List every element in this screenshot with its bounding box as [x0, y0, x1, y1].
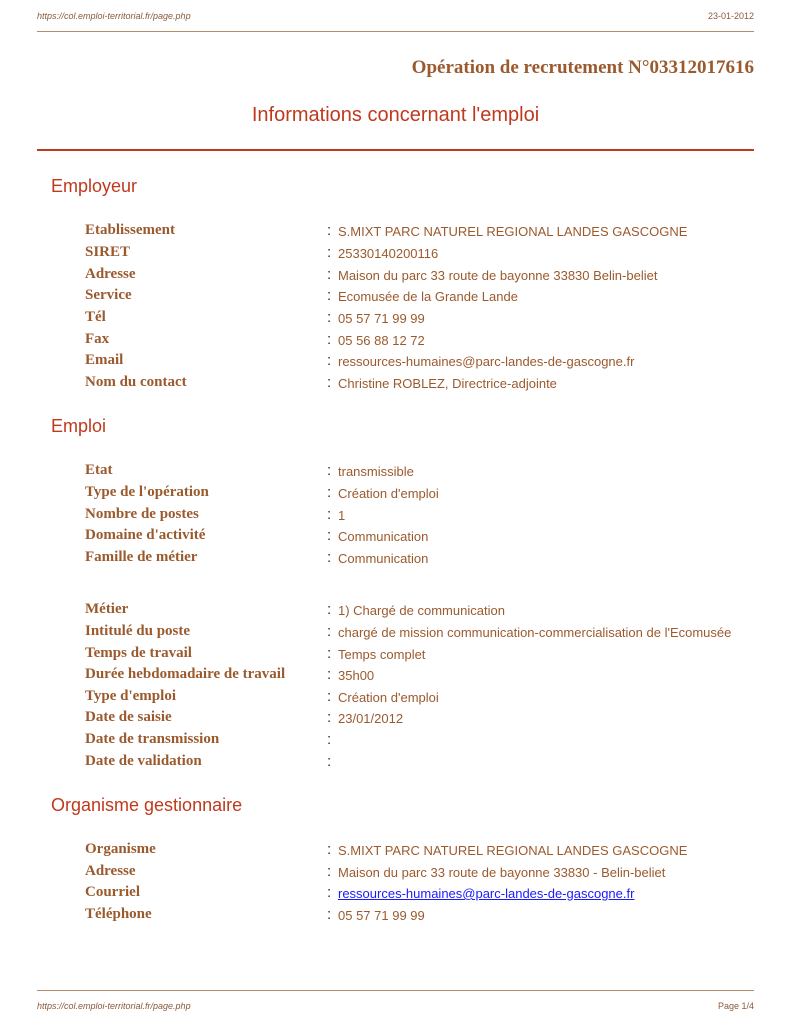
- field-row-tel: [85, 309, 761, 330]
- field-separator: :: [327, 527, 332, 544]
- field-separator: :: [327, 753, 332, 770]
- field-row-date-validation: [85, 753, 761, 774]
- field-value: Maison du parc 33 route de bayonne 33830 - Belin-beliet: [338, 865, 666, 880]
- field-value: 1) Chargé de communication: [338, 603, 505, 618]
- field-separator: :: [327, 374, 332, 391]
- field-label: Organisme: [85, 841, 156, 857]
- operation-title: Opération de recrutement N°03312017616: [411, 57, 754, 78]
- field-value: ressources-humaines@parc-landes-de-gascogne.fr: [338, 354, 635, 369]
- field-value: Communication: [338, 551, 429, 566]
- field-separator: :: [327, 287, 332, 304]
- header-divider: [37, 31, 754, 32]
- field-value: [338, 886, 634, 901]
- field-row-telephone: [85, 906, 761, 927]
- field-row-domaine: [85, 527, 761, 548]
- field-label: Durée hebdomadaire de travail: [85, 666, 286, 682]
- field-separator: :: [327, 266, 332, 283]
- field-value: 35h00: [338, 668, 375, 683]
- field-separator: :: [327, 484, 332, 501]
- field-separator: :: [327, 731, 332, 748]
- field-row-service: [85, 287, 761, 308]
- field-value: Communication: [338, 529, 429, 544]
- field-label: Etablissement: [85, 222, 175, 238]
- field-separator: :: [327, 352, 332, 369]
- field-row-adresse: [85, 266, 761, 287]
- field-separator: :: [327, 884, 332, 901]
- field-label: Email: [85, 352, 124, 368]
- field-label: Date de validation: [85, 753, 202, 769]
- field-label: Date de transmission: [85, 731, 220, 747]
- field-separator: :: [327, 462, 332, 479]
- field-row-type-operation: [85, 484, 761, 505]
- page-number: Page 1/4: [717, 1001, 754, 1011]
- field-row-contact: [85, 374, 761, 395]
- title-divider: [37, 149, 754, 151]
- field-separator: :: [327, 863, 332, 880]
- field-label: Tél: [85, 309, 106, 325]
- field-row-siret: [85, 244, 761, 265]
- field-label: Date de saisie: [85, 709, 172, 725]
- field-label: Famille de métier: [85, 549, 198, 565]
- field-separator: :: [327, 222, 332, 239]
- field-label: Etat: [85, 462, 113, 478]
- field-label: Type d'emploi: [85, 688, 176, 704]
- field-row-famille-metier: [85, 549, 761, 570]
- field-row-date-saisie: [85, 709, 761, 730]
- field-label: Type de l'opération: [85, 484, 209, 500]
- field-row-type-emploi: [85, 688, 761, 709]
- footer-url: https://col.emploi-territorial.fr/page.php: [37, 1001, 191, 1011]
- field-value: 05 56 88 12 72: [338, 333, 425, 348]
- field-separator: :: [327, 623, 332, 640]
- field-value: Maison du parc 33 route de bayonne 33830 Belin-beliet: [338, 268, 658, 283]
- field-value: Ecomusée de la Grande Lande: [338, 289, 518, 304]
- field-label: SIRET: [85, 244, 131, 260]
- field-row-date-transmission: [85, 731, 761, 752]
- header-date: 23-01-2012: [707, 11, 754, 21]
- field-label: Métier: [85, 601, 129, 617]
- field-row-organisme: [85, 841, 761, 862]
- field-label: Intitulé du poste: [85, 623, 191, 639]
- field-row-intitule-poste: [85, 623, 761, 644]
- field-value: 25330140200116: [338, 246, 439, 261]
- field-value: 05 57 71 99 99: [338, 908, 425, 923]
- field-value: chargé de mission communication-commercialisation de l'Ecomusée: [338, 625, 732, 640]
- field-row-nombre-postes: [85, 506, 761, 527]
- field-separator: :: [327, 309, 332, 326]
- field-separator: :: [327, 506, 332, 523]
- field-row-fax: [85, 331, 761, 352]
- footer-divider: [37, 990, 754, 991]
- field-label: Adresse: [85, 863, 136, 879]
- field-value: 1: [338, 508, 346, 523]
- field-label: Téléphone: [85, 906, 152, 922]
- field-separator: :: [327, 549, 332, 566]
- field-label: Temps de travail: [85, 645, 192, 661]
- field-label: Courriel: [85, 884, 140, 900]
- field-label: Fax: [85, 331, 110, 347]
- courriel-link[interactable]: ressources-humaines@parc-landes-de-gascogne.fr: [338, 886, 635, 901]
- page-title: Informations concernant l'emploi: [251, 104, 540, 126]
- header-url: https://col.emploi-territorial.fr/page.php: [37, 11, 191, 21]
- field-row-duree-hebdo: [85, 666, 761, 687]
- field-row-metier: [85, 601, 761, 622]
- field-separator: :: [327, 709, 332, 726]
- field-value: Christine ROBLEZ, Directrice-adjointe: [338, 376, 557, 391]
- field-row-courriel: [85, 884, 761, 905]
- field-row-organisme-adresse: [85, 863, 761, 884]
- field-separator: :: [327, 666, 332, 683]
- field-value: S.MIXT PARC NATUREL REGIONAL LANDES GASCOGNE: [338, 843, 688, 858]
- field-value: transmissible: [338, 464, 414, 479]
- field-value: 23/01/2012: [338, 711, 404, 726]
- field-value: Temps complet: [338, 647, 426, 662]
- field-row-email: [85, 352, 761, 373]
- field-separator: :: [327, 841, 332, 858]
- field-row-etat: [85, 462, 761, 483]
- section-title-organisme: Organisme gestionnaire: [51, 795, 243, 815]
- field-label: Domaine d'activité: [85, 527, 206, 543]
- field-row-temps-travail: [85, 645, 761, 666]
- field-separator: :: [327, 331, 332, 348]
- section-title-employeur: Employeur: [51, 176, 138, 196]
- field-value: 05 57 71 99 99: [338, 311, 425, 326]
- field-label: Nombre de postes: [85, 506, 199, 522]
- field-value: S.MIXT PARC NATUREL REGIONAL LANDES GASCOGNE: [338, 224, 688, 239]
- field-row-etablissement: [85, 222, 761, 243]
- field-separator: :: [327, 906, 332, 923]
- field-value: Création d'emploi: [338, 486, 439, 501]
- field-label: Adresse: [85, 266, 136, 282]
- field-value: Création d'emploi: [338, 690, 439, 705]
- field-label: Service: [85, 287, 132, 303]
- field-separator: :: [327, 688, 332, 705]
- field-separator: :: [327, 244, 332, 261]
- field-separator: :: [327, 645, 332, 662]
- section-title-emploi: Emploi: [51, 416, 107, 436]
- field-label: Nom du contact: [85, 374, 187, 390]
- field-separator: :: [327, 601, 332, 618]
